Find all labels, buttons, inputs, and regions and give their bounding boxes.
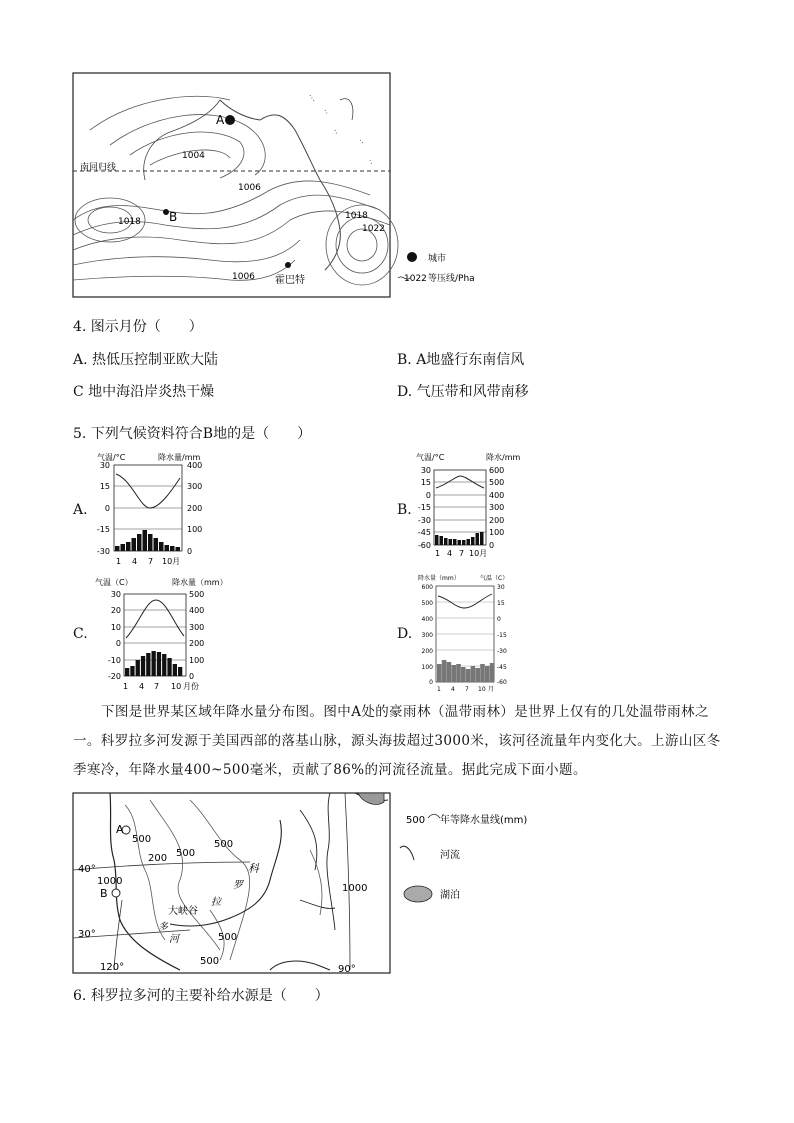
- month-tick: 10: [171, 682, 182, 691]
- city-a-marker: [225, 115, 235, 125]
- map1-label-hobart: 霍巴特: [275, 275, 305, 286]
- legend-isohyet-icon: [428, 814, 440, 818]
- isobar-label-1006: 1006: [238, 183, 261, 193]
- month-tick: 7: [154, 682, 160, 691]
- legend-isobar-value: 1022: [404, 274, 427, 284]
- tick: -20: [107, 672, 121, 681]
- chart-d-temp-label: 气温（C）: [480, 575, 509, 582]
- tick: -60: [497, 679, 507, 686]
- isobar-label-1018: 1018: [345, 211, 368, 221]
- river-char: 罗: [233, 880, 243, 891]
- precipitation-map: [70, 790, 550, 980]
- isohyet-label: 500: [132, 834, 152, 845]
- month-tick: 4: [451, 686, 455, 693]
- tick: -30: [96, 547, 110, 556]
- lon-120-label: 120°: [100, 962, 125, 973]
- q4-option-b[interactable]: B. A地盛行东南信风: [397, 352, 525, 368]
- tick: -15: [417, 503, 431, 512]
- month-tick: 7: [459, 549, 465, 558]
- chart-a-temp-label: 气温/°C: [97, 453, 126, 462]
- isohyet-label: 500: [214, 839, 234, 850]
- tick: 300: [187, 482, 203, 491]
- tick: -30: [497, 648, 507, 655]
- isobar-label-1018: 1018: [118, 217, 141, 227]
- isobar-label-1004: 1004: [182, 151, 205, 161]
- tick: 400: [187, 461, 203, 470]
- chart-c-temp-label: 气温（C）: [95, 578, 133, 587]
- tick: 200: [489, 516, 505, 525]
- tick: 0: [489, 541, 495, 550]
- river-char: 拉: [211, 897, 221, 908]
- tick: 500: [421, 600, 433, 607]
- tick: 500: [189, 590, 205, 599]
- tick: 200: [189, 639, 205, 648]
- tick: 100: [489, 528, 505, 537]
- month-tick: 4: [139, 682, 145, 691]
- q6-stem: 6. 科罗拉多河的主要补给水源是（ ）: [73, 988, 329, 1004]
- month-tick: 月: [488, 686, 495, 693]
- q5-option-c[interactable]: C.: [73, 626, 88, 642]
- tick: -10: [107, 656, 121, 665]
- chart-c-precip-label: 降水量（mm）: [172, 578, 228, 587]
- q5-option-a[interactable]: A.: [73, 502, 88, 518]
- chart-a-precip-label: 降水量/mm: [158, 453, 201, 462]
- climate-chart-d: [418, 572, 528, 692]
- tick: 0: [104, 504, 110, 513]
- map1-label-a: A: [216, 113, 225, 127]
- month-tick: 1: [435, 549, 441, 558]
- tick: 100: [421, 664, 433, 671]
- tick: 600: [489, 466, 505, 475]
- tick: 200: [421, 648, 433, 655]
- month-tick: 4: [132, 557, 138, 566]
- river-char: 多: [158, 922, 168, 933]
- map2-label-a: A: [116, 823, 124, 836]
- isobar-map: [70, 70, 510, 300]
- climate-chart-a: [92, 450, 222, 570]
- tick: -60: [417, 541, 431, 550]
- q4-option-c[interactable]: C 地中海沿岸炎热干燥: [73, 384, 215, 400]
- legend-lake-icon: [404, 886, 432, 902]
- reading-passage: 下图是世界某区域年降水量分布图。图中A处的豪雨林（温带雨林）是世界上仅有的几处温带雨林之一。科罗拉多河发源于美国西部的落基山脉，源头海拔超过3000米，该河径流量年内变化大。上游山区冬季寒冷，年降水量400~500毫米，贡献了86%的河流径流量。据此完成下面小题。: [73, 704, 721, 778]
- legend-river: 河流: [440, 850, 460, 861]
- month-tick: 4: [447, 549, 453, 558]
- q4-stem: 4. 图示月份（ ）: [73, 319, 203, 335]
- isohyet-label: 200: [148, 853, 168, 864]
- month-tick: 10: [478, 686, 486, 693]
- month-tick: 1: [437, 686, 441, 693]
- q4-option-d[interactable]: D. 气压带和风带南移: [397, 384, 529, 400]
- q5-option-d[interactable]: D.: [397, 626, 413, 642]
- tick: 0: [429, 679, 433, 686]
- isohyet-label: 500: [176, 848, 196, 859]
- lat-40-label: 40°: [78, 864, 96, 875]
- climate-chart-b: [416, 450, 541, 560]
- legend-isobar: 等压线/Pha: [428, 274, 475, 284]
- tropic-label: 南回归线: [80, 163, 117, 173]
- month-tick: 7: [465, 686, 469, 693]
- tick: 0: [189, 672, 195, 681]
- river-char: 河: [169, 934, 179, 945]
- tick: 0: [425, 491, 431, 500]
- isobar-label-1006: 1006: [232, 272, 255, 282]
- tick: 400: [189, 606, 205, 615]
- tick: 30: [497, 584, 505, 591]
- month-tick: 月份: [183, 682, 199, 691]
- tick: -15: [497, 632, 507, 639]
- tick: -45: [417, 528, 431, 537]
- legend-city: 城市: [428, 254, 447, 264]
- tick: 0: [115, 639, 121, 648]
- tick: 0: [187, 547, 193, 556]
- isohyet-label: 500: [218, 932, 238, 943]
- month-tick: 1: [116, 557, 122, 566]
- lon-90-label: 90°: [338, 964, 356, 975]
- tick: 30: [99, 461, 110, 470]
- isobar-label-1022: 1022: [362, 224, 385, 234]
- q5-option-b[interactable]: B.: [397, 502, 412, 518]
- q5-stem: 5. 下列气候资料符合B地的是（ ）: [73, 426, 312, 442]
- legend-lake: 湖泊: [440, 890, 460, 901]
- climate-chart-c: [92, 574, 228, 694]
- map1-label-b: B: [169, 210, 178, 224]
- tick: 30: [110, 590, 121, 599]
- chart-b-precip-label: 降水/mm: [486, 453, 521, 462]
- city-hobart-marker: [285, 262, 291, 268]
- tick: 100: [187, 525, 203, 534]
- isohyet-label: 1000: [342, 883, 368, 894]
- tick: 300: [489, 503, 505, 512]
- legend-river-icon: [400, 846, 414, 860]
- tick: -30: [417, 516, 431, 525]
- tick: 500: [489, 478, 505, 487]
- tick: 200: [187, 504, 203, 513]
- tick: 400: [421, 616, 433, 623]
- month-tick: 1: [123, 682, 129, 691]
- tick: 10: [110, 623, 121, 632]
- isohyet-label: 1000: [97, 876, 123, 887]
- tick: 600: [421, 584, 433, 591]
- map2-label-b: B: [100, 887, 108, 900]
- tick: -45: [497, 664, 507, 671]
- month-tick: 10月: [162, 557, 181, 566]
- tick: 300: [421, 632, 433, 639]
- point-b-marker: [112, 889, 120, 897]
- legend-isohyet: 年等降水量线(mm): [440, 815, 528, 826]
- grand-canyon-label: 大峡谷: [168, 906, 198, 917]
- tick: 30: [420, 466, 431, 475]
- tick: 15: [420, 478, 431, 487]
- tick: -15: [96, 525, 110, 534]
- tick: 100: [189, 656, 205, 665]
- legend-city-icon: [407, 252, 417, 262]
- chart-b-temp-label: 气温/°C: [416, 453, 445, 462]
- lat-30-label: 30°: [78, 929, 96, 940]
- isohyet-label: 500: [200, 956, 220, 967]
- tick: 20: [110, 606, 121, 615]
- tick: 0: [497, 616, 501, 623]
- q4-option-a[interactable]: A. 热低压控制亚欧大陆: [73, 352, 219, 368]
- chart-d-precip-label: 降水量（mm）: [418, 575, 460, 582]
- tick: 400: [489, 491, 505, 500]
- tick: 15: [99, 482, 110, 491]
- river-char: 科: [248, 862, 259, 875]
- tick: 300: [189, 623, 205, 632]
- month-tick: 10月: [469, 549, 488, 558]
- month-tick: 7: [148, 557, 154, 566]
- legend-isohyet-value: 500: [406, 815, 426, 826]
- tick: 15: [497, 600, 505, 607]
